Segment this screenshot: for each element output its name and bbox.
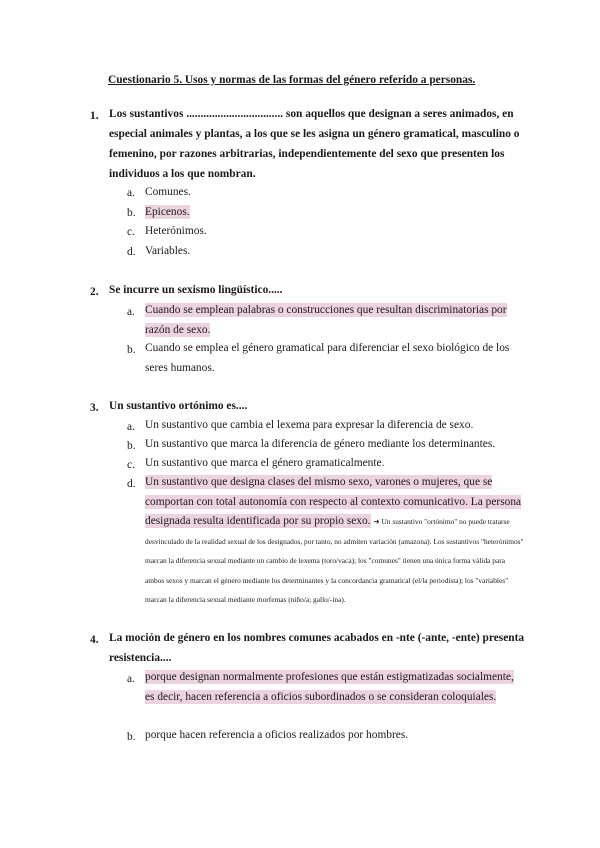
- question-2-number: 2.: [90, 286, 99, 298]
- q4-option-a: [145, 668, 525, 707]
- question-1-number: 1.: [90, 110, 99, 122]
- q1-option-b-text: Epicenos.: [145, 206, 190, 218]
- q4-option-b: [145, 726, 525, 746]
- q2-option-a-letter: a.: [127, 306, 135, 318]
- q1-option-a-text: Comunes.: [145, 186, 191, 198]
- q2-option-a: [145, 301, 525, 340]
- q1-option-c: [145, 222, 525, 242]
- q3-option-c-letter: c.: [127, 459, 135, 471]
- q2-option-b-text: Cuando se emplea el género gramatical para diferenciar el sexo biológico de los seres humanos.: [145, 342, 510, 374]
- q3-option-c-text: Un sustantivo que marca el género gramaticalmente.: [145, 457, 385, 469]
- question-4-number: 4.: [90, 634, 99, 646]
- q1-option-b-letter: b.: [127, 207, 136, 219]
- q3-option-b-text: Un sustantivo que marca la diferencia de género mediante los determinantes.: [145, 438, 496, 450]
- q3-option-d-letter: d.: [127, 478, 136, 490]
- question-3-number: 3.: [90, 402, 99, 414]
- q1-option-b: [145, 203, 525, 223]
- q1-option-d-letter: d.: [127, 246, 136, 258]
- q3-option-b: [145, 435, 545, 455]
- question-2-text: Se incurre un sexismo lingüístico.....: [109, 284, 283, 296]
- q1-option-a-letter: a.: [127, 187, 135, 199]
- q1-option-d: [145, 242, 525, 262]
- q2-option-b: [145, 339, 525, 378]
- q2-option-b-letter: b.: [127, 344, 136, 356]
- q1-option-c-text: Heterónimos.: [145, 225, 207, 237]
- q3-explanation-note: ➔ Un sustantivo "ortónimo" no puede tratarse desvinculado de la realidad sexual de los designados, por tanto, no admiten variación (amazona). Los sustantivos "heterónimos" marcan la diferencia sexual mediante un cambio de lexema (toro/vaca); los "comunes" tienen una única forma válida para ambos sexos y marcan el género mediante los determinantes y la concordancia gramatical (el/la periodista); los "variables" marcan la diferencia sexual mediante morfemas (niño/a; gallo/-ina).: [145, 517, 524, 604]
- question-3-text: Un sustantivo ortónimo es....: [109, 400, 248, 412]
- page-title: Cuestionario 5. Usos y normas de las formas del género referido a personas.: [108, 74, 476, 86]
- q4-option-a-text: porque designan normalmente profesiones que están estigmatizadas socialmente, es decir, hacen referencia a oficios subordinados o se consideran coloquiales.: [145, 671, 514, 703]
- q3-option-d: [145, 473, 525, 610]
- q3-option-a: [145, 416, 525, 436]
- q1-option-a: [145, 183, 525, 203]
- question-1-text: Los sustantivos .................................. son aquellos que designan a seres animados, en especial animales y plantas, a los que se les asigna un género gramatical, masculino o femenino, por razones arbitrarias, independientemente del sexo que presenten los individuos a los que nombran.: [109, 108, 520, 180]
- q4-option-b-text: porque hacen referencia a oficios realizados por hombres.: [145, 729, 409, 741]
- q2-option-a-text: Cuando se emplean palabras o construcciones que resultan discriminatorias por razón de sexo.: [145, 304, 507, 336]
- q1-option-c-letter: c.: [127, 226, 135, 238]
- q1-option-d-text: Variables.: [145, 245, 191, 257]
- q3-option-a-text: Un sustantivo que cambia el lexema para expresar la diferencia de sexo.: [145, 419, 474, 431]
- q4-option-b-letter: b.: [127, 731, 136, 743]
- q3-option-a-letter: a.: [127, 421, 135, 433]
- q3-option-c: [145, 454, 525, 474]
- q3-option-b-letter: b.: [127, 440, 136, 452]
- q4-option-a-letter: a.: [127, 673, 135, 685]
- question-4-text: La moción de género en los nombres comunes acabados en -nte (-ante, -ente) presenta resistencia....: [109, 632, 525, 664]
- q3-option-d-text: Un sustantivo que designa clases del mismo sexo, varones o mujeres, que se comportan con total autonomía con respecto al contexto comunicativo. La persona designada resulta identificada por su propio sexo.: [145, 476, 522, 527]
